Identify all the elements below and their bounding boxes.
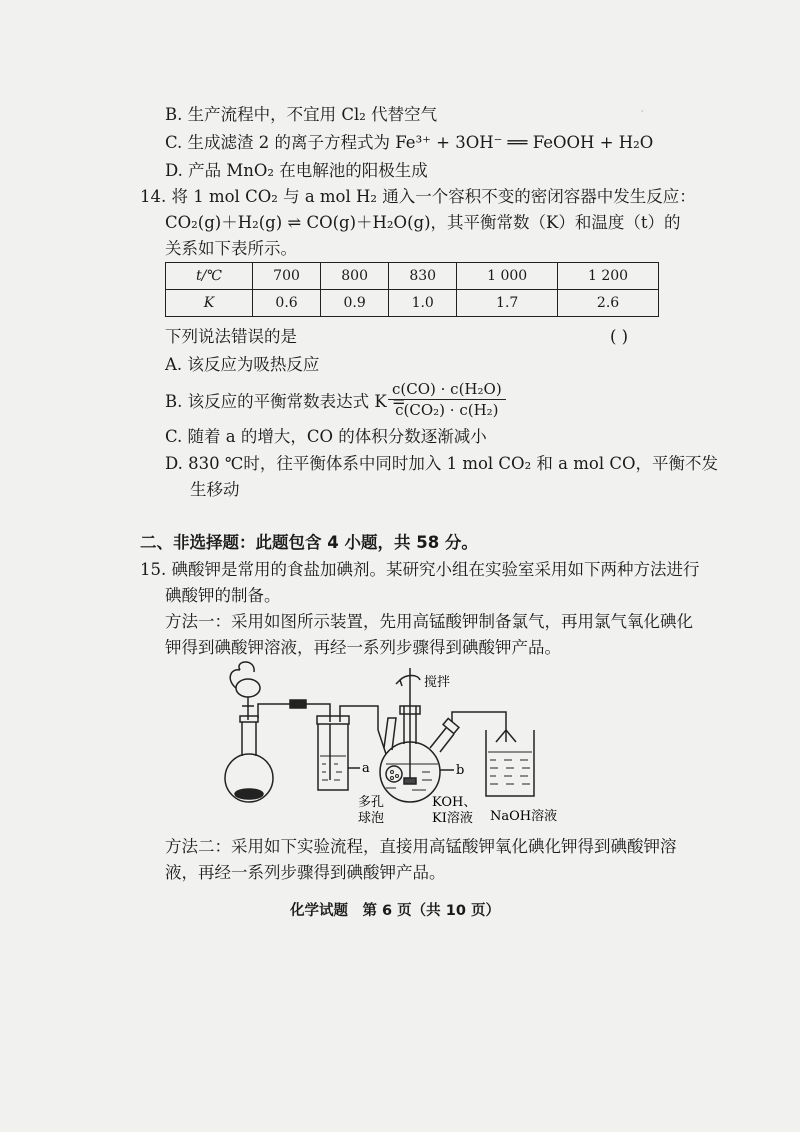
table-cell: 1.7 [457, 290, 558, 317]
q14-option-c: C. 随着 a 的增大，CO 的体积分数逐渐减小 [165, 427, 487, 446]
fraction-denominator: c(CO₂) · c(H₂) [395, 401, 499, 419]
bubbler-label-1: 多孔 [358, 795, 385, 810]
table-cell: 1 200 [558, 263, 659, 290]
option-b-prev: B. 生产流程中，不宜用 Cl₂ 代替空气 [165, 105, 438, 124]
table-cell: 1 000 [457, 263, 558, 290]
apparatus-diagram [200, 660, 560, 830]
q14-option-b: B. 该反应的平衡常数表达式 K = [165, 392, 406, 411]
table-cell: 800 [321, 263, 389, 290]
table-cell: 0.9 [321, 290, 389, 317]
method2-line2: 液，再经一系列步骤得到碘酸钾产品。 [165, 863, 446, 882]
table-cell: 0.6 [253, 290, 321, 317]
table-cell: 1.0 [389, 290, 457, 317]
section-heading: 二、非选择题：此题包含 4 小题，共 58 分。 [140, 533, 478, 552]
q14-reaction: CO₂(g)＋H₂(g) ⇌ CO(g)＋H₂O(g)，其平衡常数（K）和温度（t）的 [165, 213, 681, 232]
table-cell: 830 [389, 263, 457, 290]
page-footer: 化学试题 第 6 页（共 10 页） [290, 903, 500, 919]
q15-line2: 碘酸钾的制备。 [165, 586, 281, 605]
separatory-funnel [236, 679, 260, 697]
koh-label-2: KI溶液 [432, 811, 473, 826]
porous-bubbler [386, 766, 402, 782]
table-header-k: K [166, 290, 253, 317]
bleed-through-mark: · [640, 104, 645, 120]
method2-line1: 方法二：采用如下实验流程，直接用高锰酸钾氧化碘化钾得到碘酸钾溶 [165, 837, 677, 856]
koh-label-1: KOH、 [432, 795, 477, 810]
q14-prompt: 下列说法错误的是 [165, 327, 297, 346]
answer-blank: ( ) [610, 327, 629, 346]
table-cell: 2.6 [558, 290, 659, 317]
table-row-temperature [166, 263, 659, 290]
q14-stem-line1: 14. 将 1 mol CO₂ 与 a mol H₂ 通入一个容积不变的密闭容器中发生反应： [140, 187, 696, 206]
option-c-prev: C. 生成滤渣 2 的离子方程式为 Fe³⁺ + 3OH⁻ ══ FeOOH + H₂O [165, 133, 654, 152]
option-d-prev: D. 产品 MnO₂ 在电解池的阳极生成 [165, 161, 428, 180]
label-b: b [456, 763, 465, 778]
equilibrium-table [165, 262, 659, 317]
q14-option-d-line2: 生移动 [190, 480, 240, 499]
naoh-label: NaOH溶液 [490, 809, 558, 824]
q14-option-d-line1: D. 830 ℃时，往平衡体系中同时加入 1 mol CO₂ 和 a mol CO，平衡不发 [165, 454, 719, 473]
q14-stem-line3: 关系如下表所示。 [165, 239, 297, 258]
q15-line1: 15. 碘酸钾是常用的食盐加碘剂。某研究小组在实验室采用如下两种方法进行 [140, 560, 700, 579]
table-cell: 700 [253, 263, 321, 290]
fraction-numerator: c(CO) · c(H₂O) [388, 380, 506, 400]
method1-line1: 方法一：采用如图所示装置，先用高锰酸钾制备氯气，再用氯气氧化碘化 [165, 612, 693, 631]
stir-label: 搅拌 [424, 675, 451, 690]
bubbler-label-2: 球泡 [358, 811, 385, 826]
k-expression-fraction [388, 380, 506, 419]
naoh-beaker [486, 730, 534, 796]
method1-line2: 钾得到碘酸钾溶液，再经一系列步骤得到碘酸钾产品。 [165, 638, 561, 657]
table-header-t: t/℃ [166, 263, 253, 290]
label-a: a [362, 761, 370, 776]
table-row-k [166, 290, 659, 317]
q14-option-a: A. 该反应为吸热反应 [165, 355, 320, 374]
